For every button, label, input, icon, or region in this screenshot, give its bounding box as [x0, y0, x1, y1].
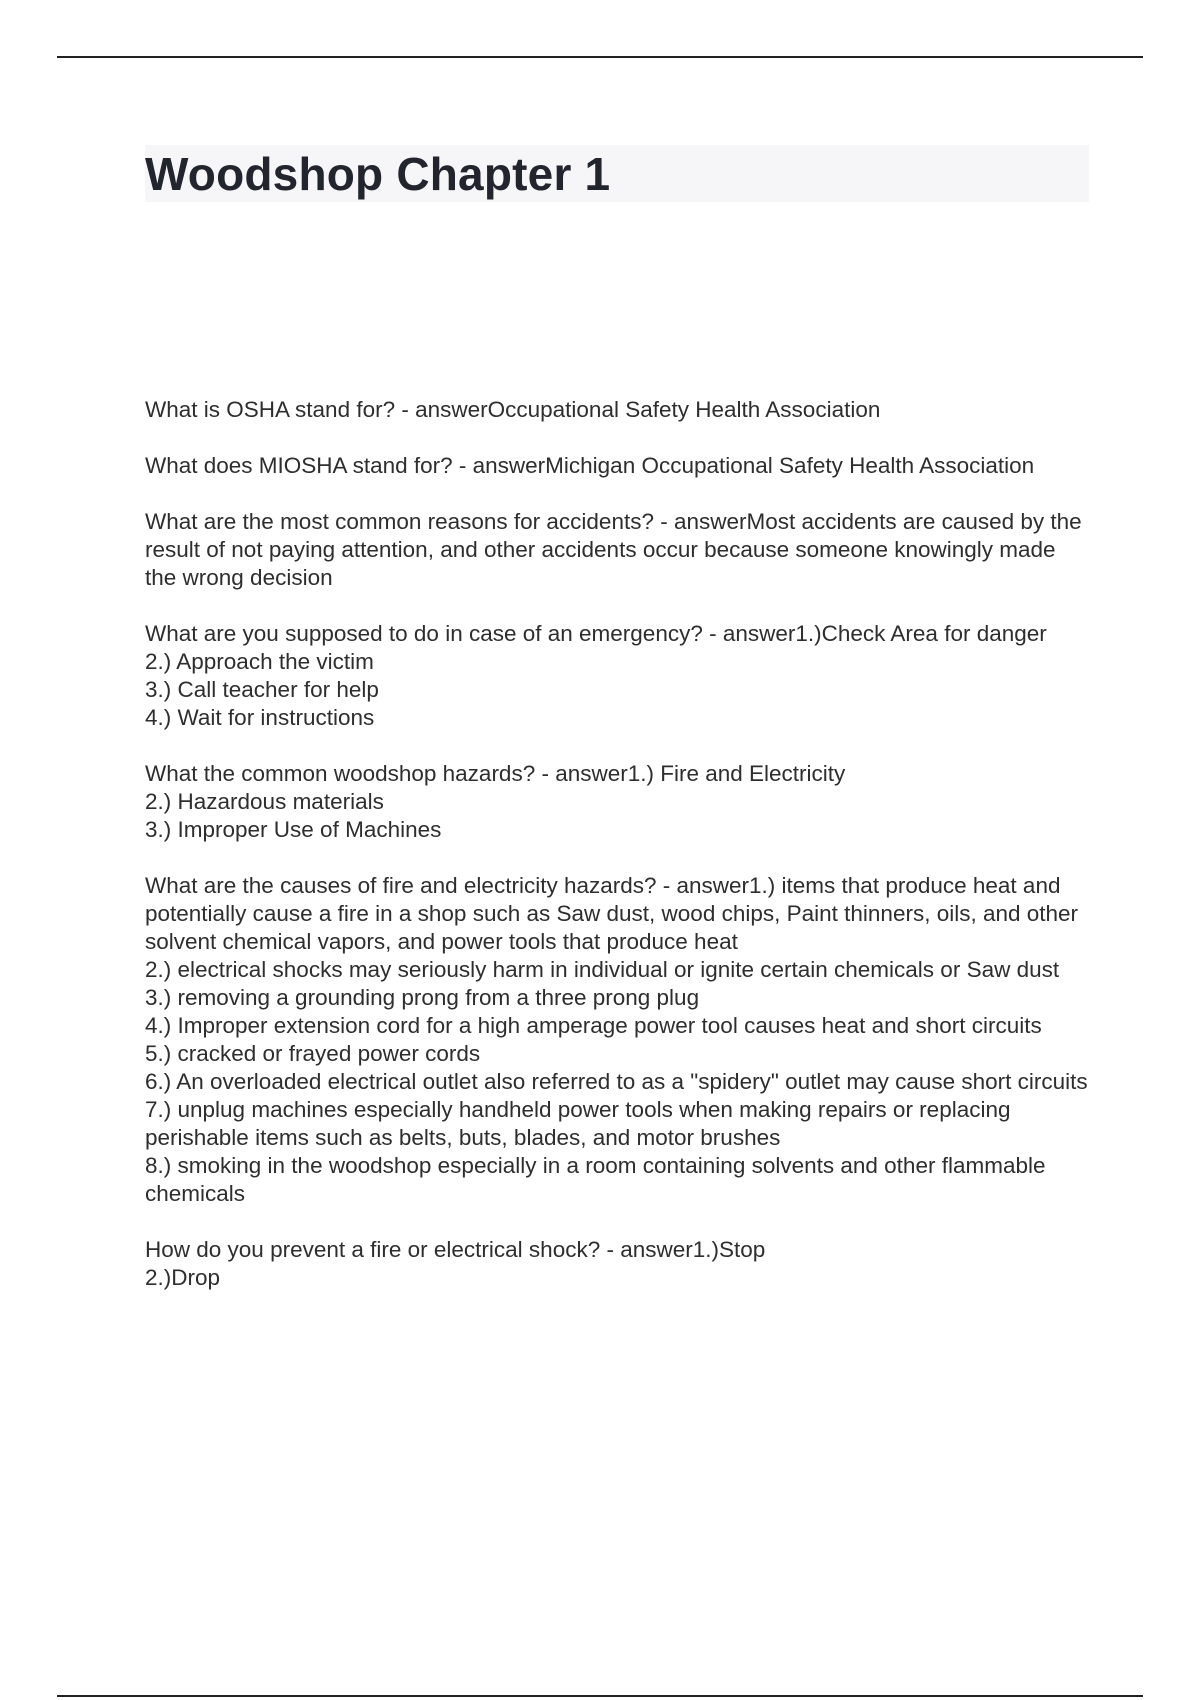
qa-question: What the common woodshop hazards? - answer1.) Fire and Electricity: [145, 761, 846, 786]
qa-list: [145, 396, 1090, 1320]
qa-question: What are you supposed to do in case of an emergency? - answer1.)Check Area for danger: [145, 621, 1047, 646]
qa-question: What does MIOSHA stand for? - answerMichigan Occupational Safety Health Association: [145, 453, 1035, 478]
qa-answer-item: 3.) Improper Use of Machines: [145, 817, 442, 842]
qa-entry: [145, 620, 1090, 732]
qa-answer-item: 2.) electrical shocks may seriously harm in individual or ignite certain chemicals or Saw dust: [145, 957, 1060, 982]
qa-answer-item: 6.) An overloaded electrical outlet also referred to as a "spidery" outlet may cause short circuits: [145, 1069, 1088, 1094]
qa-answer-item: 3.) Call teacher for help: [145, 677, 379, 702]
qa-answer-item: 8.) smoking in the woodshop especially in a room containing solvents and other flammable chemicals: [145, 1153, 1046, 1206]
qa-answer-item: 3.) removing a grounding prong from a three prong plug: [145, 985, 700, 1010]
qa-entry: [145, 508, 1090, 592]
qa-entry: [145, 1236, 1090, 1292]
qa-question: How do you prevent a fire or electrical shock? - answer1.)Stop: [145, 1237, 766, 1262]
qa-entry: [145, 760, 1090, 844]
qa-entry: [145, 452, 1090, 480]
qa-answer-item: 5.) cracked or frayed power cords: [145, 1041, 481, 1066]
qa-question: What are the causes of fire and electricity hazards? - answer1.) items that produce heat and potentially cause a fire in a shop such as Saw dust, wood chips, Paint thinners, oils, and other solvent chemical vapors, and power tools that produce heat: [145, 873, 1079, 954]
qa-answer-item: 7.) unplug machines especially handheld power tools when making repairs or replacing perishable items such as belts, buts, blades, and motor brushes: [145, 1097, 1011, 1150]
qa-answer-item: 4.) Wait for instructions: [145, 705, 375, 730]
qa-question: What is OSHA stand for? - answerOccupational Safety Health Association: [145, 397, 881, 422]
bottom-rule: [57, 1695, 1143, 1697]
page-title: Woodshop Chapter 1: [145, 148, 611, 200]
qa-answer-item: 4.) Improper extension cord for a high amperage power tool causes heat and short circuits: [145, 1013, 1042, 1038]
top-rule: [57, 56, 1143, 58]
qa-entry: [145, 872, 1090, 1208]
qa-answer-item: 2.) Approach the victim: [145, 649, 374, 674]
qa-question: What are the most common reasons for accidents? - answerMost accidents are caused by the result of not paying attention, and other accidents occur because someone knowingly made the wrong decision: [145, 509, 1082, 590]
qa-entry: [145, 396, 1090, 424]
qa-answer-item: 2.)Drop: [145, 1265, 221, 1290]
qa-answer-item: 2.) Hazardous materials: [145, 789, 384, 814]
